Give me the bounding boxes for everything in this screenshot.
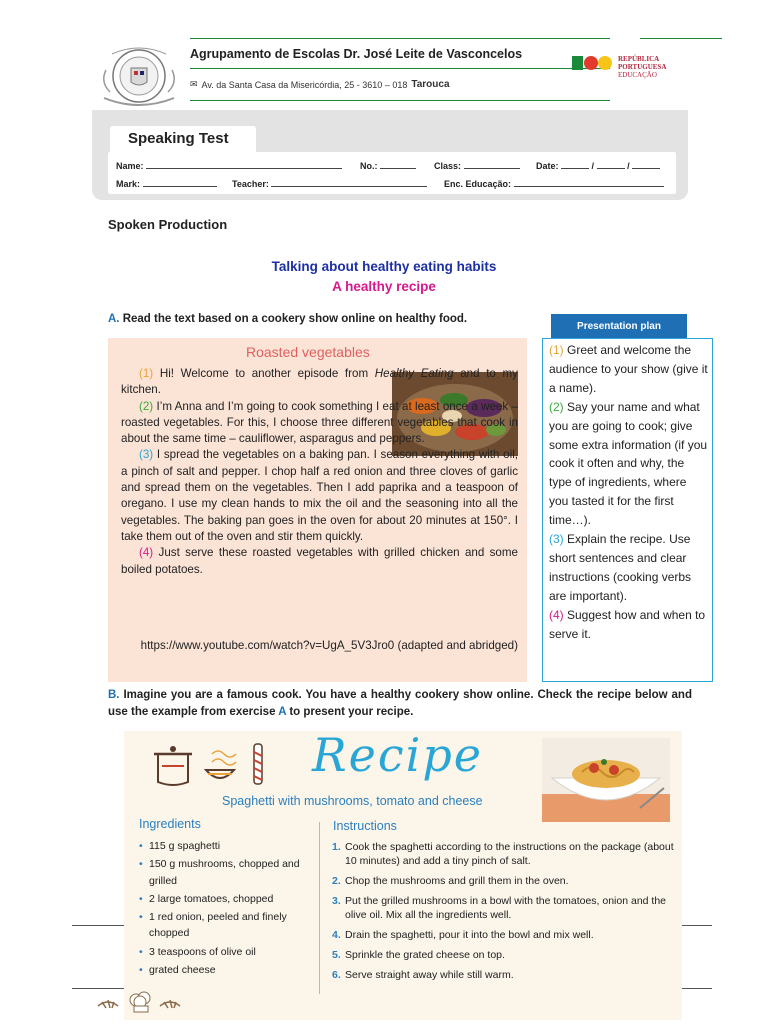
spaghetti-photo [542,738,670,822]
plan-item-3 [549,530,709,606]
step-text: Serve straight away while still warm. [345,969,514,981]
recipe-dish-name: Spaghetti with mushrooms, tomato and cheese [222,794,483,808]
exercise-b-ref: A [278,706,287,718]
plan-item-2 [549,398,709,530]
recipe-heading: Recipe [312,728,484,782]
mark-field[interactable] [116,179,217,189]
school-seal-logo [98,40,180,112]
step-number: 4. [332,929,341,941]
mark-label: Mark: [116,179,141,189]
republic-line-3: EDUCAÇÃO [618,71,657,79]
topic-subtitle: A healthy recipe [332,279,436,294]
republic-line-2: PORTUGUESA [618,63,667,71]
mark-line[interactable] [143,179,217,187]
step-number: 2. [332,875,341,887]
name-label: Name: [116,161,144,171]
teacher-field[interactable] [232,179,427,189]
source-note: (adapted and abridged) [397,639,518,652]
number-label: No.: [360,161,378,171]
exercise-b-letter: B. [108,689,120,701]
step-number: 1. [332,841,341,853]
ingredients-title: Ingredients [139,817,201,831]
reading-title: Roasted vegetables [246,344,370,360]
list-item [332,874,677,888]
guardian-field[interactable] [444,179,664,189]
number-line[interactable] [380,161,416,169]
paragraph-number: (3) [139,448,154,462]
republic-line-1: REPÚBLICA [618,55,660,63]
step-number: 3. [332,895,341,907]
date-month-line[interactable] [597,161,625,169]
plan-text: Greet and welcome the audience to your show (give it a name). [549,343,708,395]
exercise-a-text: Read the text based on a cookery show online on healthy food. [122,313,468,325]
class-label: Class: [434,161,462,171]
topic-title: Talking about healthy eating habits [271,259,497,274]
recipe-column-divider [319,822,320,994]
header-top-rule-right [640,38,722,39]
plan-text: Suggest how and when to serve it. [549,607,706,641]
cooking-utensils-icon [150,740,280,788]
republic-logo-text [618,55,666,79]
exercise-a-letter: A. [108,313,120,325]
date-separator: / [627,161,630,171]
name-line[interactable] [146,161,342,169]
list-item [332,968,677,982]
source-url[interactable]: https://www.youtube.com/watch?v=UgA_5V3Jro0 [140,639,395,652]
number-field[interactable] [360,161,416,171]
list-item: • grated cheese [139,962,314,978]
list-item [332,894,677,922]
student-info-form [108,152,676,194]
address-city: Tarouca [411,79,450,90]
header-bottom-rule [190,100,610,101]
step-number: 6. [332,969,341,981]
name-field[interactable] [116,161,342,171]
chef-hat-decoration-icon [96,990,186,1016]
reading-text: Just serve these roasted vegetables with grilled chicken and some boiled potatoes. [121,546,518,576]
presentation-plan-tab: Presentation plan [551,314,687,338]
plan-item-4 [549,606,709,644]
address-text: Av. da Santa Casa da Misericórdia, 25 - 3610 – 018 [201,79,408,90]
speaking-test-title: Speaking Test [110,126,256,152]
guardian-line[interactable] [514,179,664,187]
reading-text: I spread the vegetables on a baking pan. I season everything with oil, a pinch of salt and pepper. I chop half a red onion and three cloves of garlic and spread them on the vegetables. Then I add paprika and a teaspoon of oregano. I use my clean hands to mix the oil and the seasoning into all the vegetables. The baking pan goes in the oven for about 20 minutes at 150°. I take them out of the oven and stir them quickly. [121,448,518,543]
step-text: Chop the mushrooms and grill them in the oven. [345,875,569,887]
class-line[interactable] [464,161,520,169]
page-side-rule-right-2 [682,988,712,989]
plan-number: (2) [549,399,564,414]
header-mid-rule [190,68,610,69]
envelope-icon: ✉ [190,79,198,89]
page-side-rule-left [72,925,124,926]
teacher-line[interactable] [271,179,427,187]
instructions-list [332,840,677,988]
ingredients-list [139,838,314,980]
reading-paragraph-4 [121,545,518,578]
step-number: 5. [332,949,341,961]
list-item: • 2 large tomatoes, chopped [139,891,314,907]
reading-text: and to my kitchen. [121,367,518,397]
list-item: • 3 teaspoons of olive oil [139,944,314,960]
list-item [332,840,677,868]
plan-number: (3) [549,532,564,547]
reading-body [121,366,518,578]
list-item: • 1 red onion, peeled and finely chopped [139,909,314,942]
date-year-line[interactable] [632,161,660,169]
step-text: Put the grilled mushrooms in a bowl with the tomatoes, onion and the olive oil. Mix all the ingredients well. [345,895,667,921]
paragraph-number: (2) [139,399,154,413]
header-top-rule [190,38,610,39]
portugal-flag-icon [572,55,616,71]
date-day-line[interactable] [561,161,589,169]
plan-number: (1) [549,343,564,357]
reading-source [121,638,518,655]
step-text: Sprinkle the grated cheese on top. [345,949,505,961]
plan-text: Explain the recipe. Use short sentences and clear instructions (cooking verbs are important). [549,532,692,603]
school-address [190,79,450,90]
exercise-a-instruction [108,313,467,325]
reading-text: Hi! Welcome to another episode from [153,367,375,380]
reading-paragraph-3 [121,447,518,545]
reading-paragraph-1 [121,366,518,399]
paragraph-number: (1) [139,367,154,380]
instructions-title: Instructions [333,819,397,833]
date-label: Date: [536,161,559,171]
plan-text: Say your name and what you are going to cook; give some extra information (if you cook it often and why, the type of ingredients, where you tasted it for the first time…). [549,399,708,528]
exercise-b-text-end: to present your recipe. [286,706,414,718]
exercise-b-instruction [108,687,692,721]
list-item: • 150 g mushrooms, chopped and grilled [139,856,314,889]
plan-item-1 [549,341,709,398]
section-title: Spoken Production [108,217,228,232]
page-side-rule-right [682,925,712,926]
presentation-plan-text [549,341,709,644]
page-side-rule-left-2 [72,988,124,989]
date-field[interactable] [536,161,660,171]
exercise-b-text: Imagine you are a famous cook. You have a healthy cookery show online. Check the recipe below and use the example from exercise [108,689,692,718]
show-name: Healthy Eating [374,367,454,380]
teacher-label: Teacher: [232,179,269,189]
guardian-label: Enc. Educação: [444,179,512,189]
list-item [332,948,677,962]
step-text: Drain the spaghetti, pour it into the bowl and mix well. [345,929,594,941]
paragraph-number: (4) [139,546,154,560]
reading-paragraph-2 [121,399,518,448]
plan-number: (4) [549,607,564,622]
list-item: • 115 g spaghetti [139,838,314,854]
reading-text: I’m Anna and I’m going to cook something I eat at least once a week – roasted vegetables. For this, I choose three different vegetables that cook in about the same time – cauliflower, asparagus and peppers. [121,399,518,446]
list-item [332,928,677,942]
class-field[interactable] [434,161,520,171]
school-name: Agrupamento de Escolas Dr. José Leite de Vasconcelos [190,47,523,61]
date-separator: / [591,161,595,171]
step-text: Cook the spaghetti according to the instructions on the package (about 10 minutes) and add a tiny pinch of salt. [345,841,674,867]
